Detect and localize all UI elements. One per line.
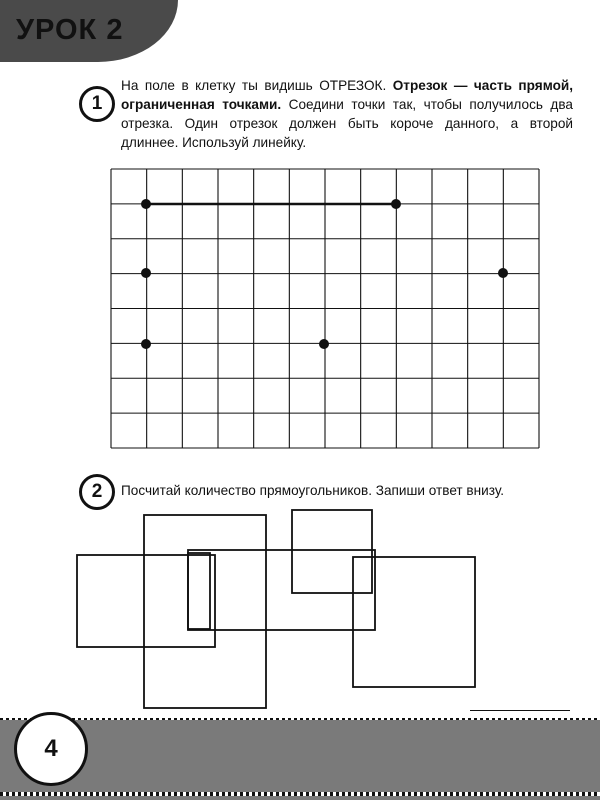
- answer-line[interactable]: [470, 710, 570, 711]
- footer-band: [0, 720, 600, 800]
- point[interactable]: [319, 339, 329, 349]
- task1-line3: отрезка. Один отрезок должен быть короче данного, а второй: [121, 116, 573, 131]
- task1-line2-bold: ограниченная точками.: [121, 97, 282, 112]
- task1-line4: длиннее. Используй линейку.: [121, 135, 307, 150]
- rectangle: [77, 555, 215, 647]
- point[interactable]: [141, 268, 151, 278]
- lesson-title: УРОК 2: [16, 14, 124, 46]
- point[interactable]: [141, 339, 151, 349]
- task1-line2-rest: Соедини точки так, чтобы получилось два: [281, 97, 573, 112]
- task1-number: 1: [79, 86, 115, 122]
- rectangle: [292, 510, 372, 593]
- rectangle: [188, 553, 210, 629]
- rectangle: [144, 515, 266, 708]
- point[interactable]: [498, 268, 508, 278]
- footer-stripe-bottom: [0, 792, 600, 796]
- squared-grid: [111, 169, 539, 448]
- rectangle: [188, 550, 375, 630]
- task2-text: Посчитай количество прямоугольников. Запиши ответ внизу.: [121, 483, 505, 498]
- segment-endpoint-right: [391, 199, 401, 209]
- task1-line1-prefix: На поле в клетку ты видишь ОТРЕЗОК.: [121, 78, 393, 93]
- rectangles-figure: [77, 510, 475, 708]
- task1-line1-bold: Отрезок — часть прямой,: [392, 78, 574, 93]
- segment-endpoint-left: [141, 199, 151, 209]
- task2-number: 2: [79, 474, 115, 510]
- page-number: 4: [14, 712, 88, 786]
